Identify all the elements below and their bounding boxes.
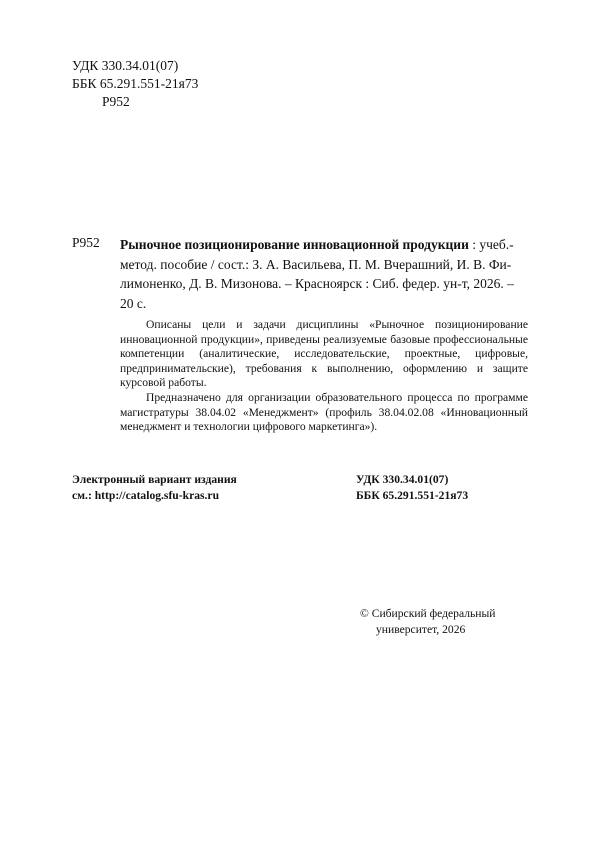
bib-description — [120, 235, 528, 313]
udk-code-bottom: УДК 330.34.01(07) — [356, 473, 449, 486]
bib-desc-line-4: 20 с. — [120, 295, 147, 311]
electronic-version-link[interactable]: см.: http://catalog.sfu-kras.ru — [72, 489, 220, 502]
bbk-code-bottom: ББК 65.291.551-21я73 — [356, 489, 469, 502]
copyright-line-1: © Сибирский федеральный — [360, 607, 496, 620]
annotation-paragraph-1: Описаны цели и задачи дисциплины «Рыночное позиционирование инновационной продукции», приведены реализуемые базовые профессиональные компетенции (аналитические, исследовательские, проектные, цифровые, предпринимательские), требования к выполнению, оформлению и защите курсовой работы. — [120, 318, 528, 390]
bib-card-code: Р952 — [72, 235, 100, 250]
copyright-line-2: университет, 2026 — [376, 623, 466, 636]
annotation-block — [120, 318, 528, 435]
electronic-version-label: Электронный вариант издания — [72, 473, 237, 486]
bib-desc-line-2: метод. пособие / сост.: З. А. Васильева, П. М. Вчерашний, И. В. Фи- — [120, 256, 512, 272]
udk-code-top: УДК 330.34.01(07) — [72, 58, 179, 73]
bib-desc-line-3: лимоненко, Д. В. Мизонова. – Красноярск : Сиб. федер. ун-т, 2026. – — [120, 276, 514, 291]
bib-desc-line-1: : учеб.- — [472, 237, 514, 252]
bib-title: Рыночное позиционирование инновационной продукции — [120, 237, 469, 252]
bbk-code-top: ББК 65.291.551-21я73 — [72, 76, 199, 91]
author-sign-top: Р952 — [102, 94, 130, 109]
annotation-paragraph-2: Предназначено для организации образовательного процесса по программе магистратуры 38.04.02 «Менеджмент» (профиль 38.04.02.08 «Инновационный менеджмент и технологии цифрового маркетинга»). — [120, 390, 528, 434]
